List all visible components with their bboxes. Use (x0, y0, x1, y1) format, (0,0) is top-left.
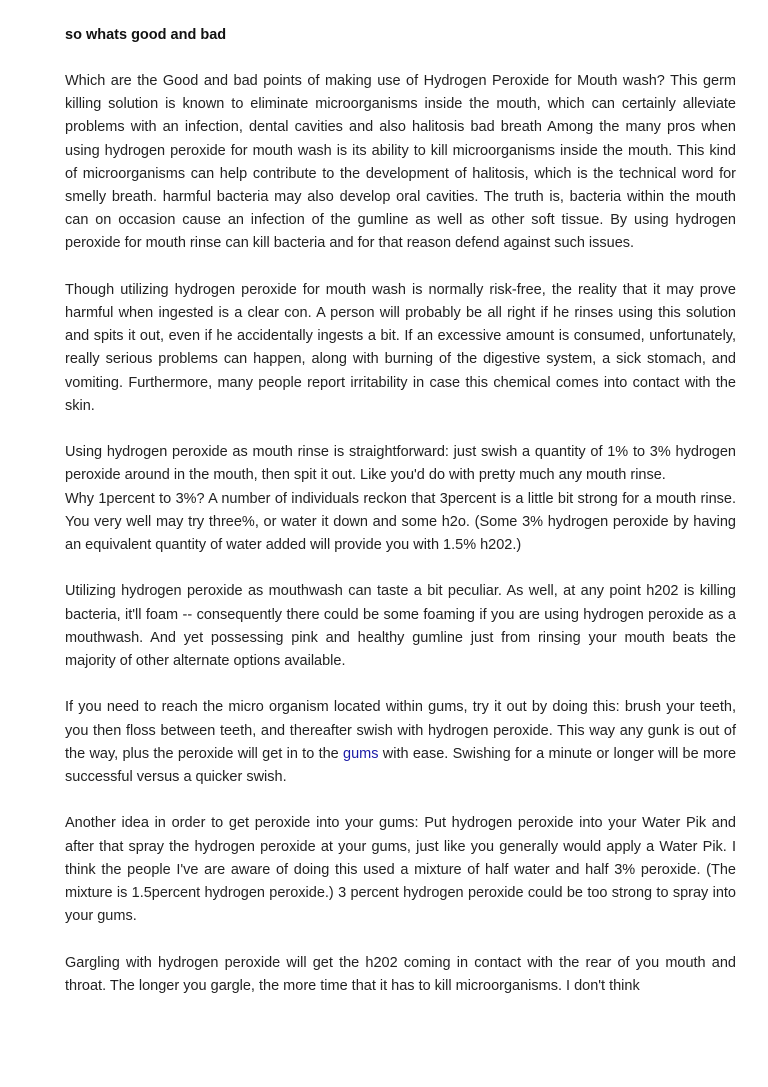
paragraph-gargling: Gargling with hydrogen peroxide will get the h202 coming in contact with the rear of you mouth and throat. The longer you gargle, the more time that it has to kill microorganisms. I don't think (65, 954, 736, 994)
document-title: so whats good and bad (65, 27, 227, 43)
gums-link[interactable]: gums (343, 745, 379, 762)
paragraph-water-pik: Another idea in order to get peroxide into your gums: Put hydrogen peroxide into your Water Pik and after that spray the hydrogen peroxide at your gums, just like you generally would apply a Water Pik. I think the people I've are aware of doing this used a mixture of half water and half 3% peroxide. (The mixture is 1.5percent hydrogen peroxide.) 3 percent hydrogen peroxide could be too strong to spray into your gums. (65, 815, 736, 925)
paragraph-pros: Which are the Good and bad points of making use of Hydrogen Peroxide for Mouth wash? This germ killing solution is known to eliminate microorganisms inside the mouth, which can certainly alleviate problems with an infection, dental cavities and also halitosis bad breath Among the many pros when using hydrogen peroxide for mouth wash is its ability to kill microorganisms inside the mouth. This kind of microorganisms can help contribute to the development of halitosis, which is the technical word for smelly breath. harmful bacteria may also develop oral cavities. The truth is, bacteria within the mouth can on occasion cause an infection of the gumline as well as other soft tissue. By using hydrogen peroxide for mouth rinse can kill bacteria and for that reason defend against such issues. (65, 73, 736, 252)
paragraph-usage: Using hydrogen peroxide as mouth rinse is straightforward: just swish a quantity of 1% to 3% hydrogen peroxide around in the mouth, then spit it out. Like you'd do with pretty much any mouth rinse. (65, 444, 736, 484)
paragraph-gums (65, 696, 736, 789)
paragraph-gums-text-end: with ease. Swishing for a minute or longer will be more successful versus a quicker swish. (65, 745, 737, 786)
paragraph-taste: Utilizing hydrogen peroxide as mouthwash can taste a bit peculiar. As well, at any point h202 is killing bacteria, it'll foam -- consequently there could be some foaming if you are using hydrogen peroxide as a mouthwash. And yet possessing pink and healthy gumline just from rinsing your mouth beats the majority of other alternate options available. (65, 583, 736, 670)
document-page (65, 24, 736, 1021)
paragraph-cons: Though utilizing hydrogen peroxide for mouth wash is normally risk-free, the reality that it may prove harmful when ingested is a clear con. A person will probably be all right if he rinses using this solution and spits it out, even if he accidentally ingests a bit. If an excessive amount is consumed, unfortunately, really serious problems can happen, along with burning of the digestive system, a sick stomach, and vomiting. Furthermore, many people report irritability in case this chemical comes into contact with the skin. (65, 281, 736, 414)
paragraph-gums-text-start: If you need to reach the micro organism located within gums, try it out by doing this: brush your teeth, you then floss between teeth, and thereafter swish with hydrogen peroxide. This way any gunk is out of the way, plus the peroxide will get in to the (65, 699, 736, 762)
paragraph-concentration: Why 1percent to 3%? A number of individuals reckon that 3percent is a little bit strong for a mouth rinse. You very well may try three%, or water it down and some h2o. (Some 3% hydrogen peroxide by having an equivalent quantity of water added will provide you with 1.5% h202.) (65, 490, 736, 554)
